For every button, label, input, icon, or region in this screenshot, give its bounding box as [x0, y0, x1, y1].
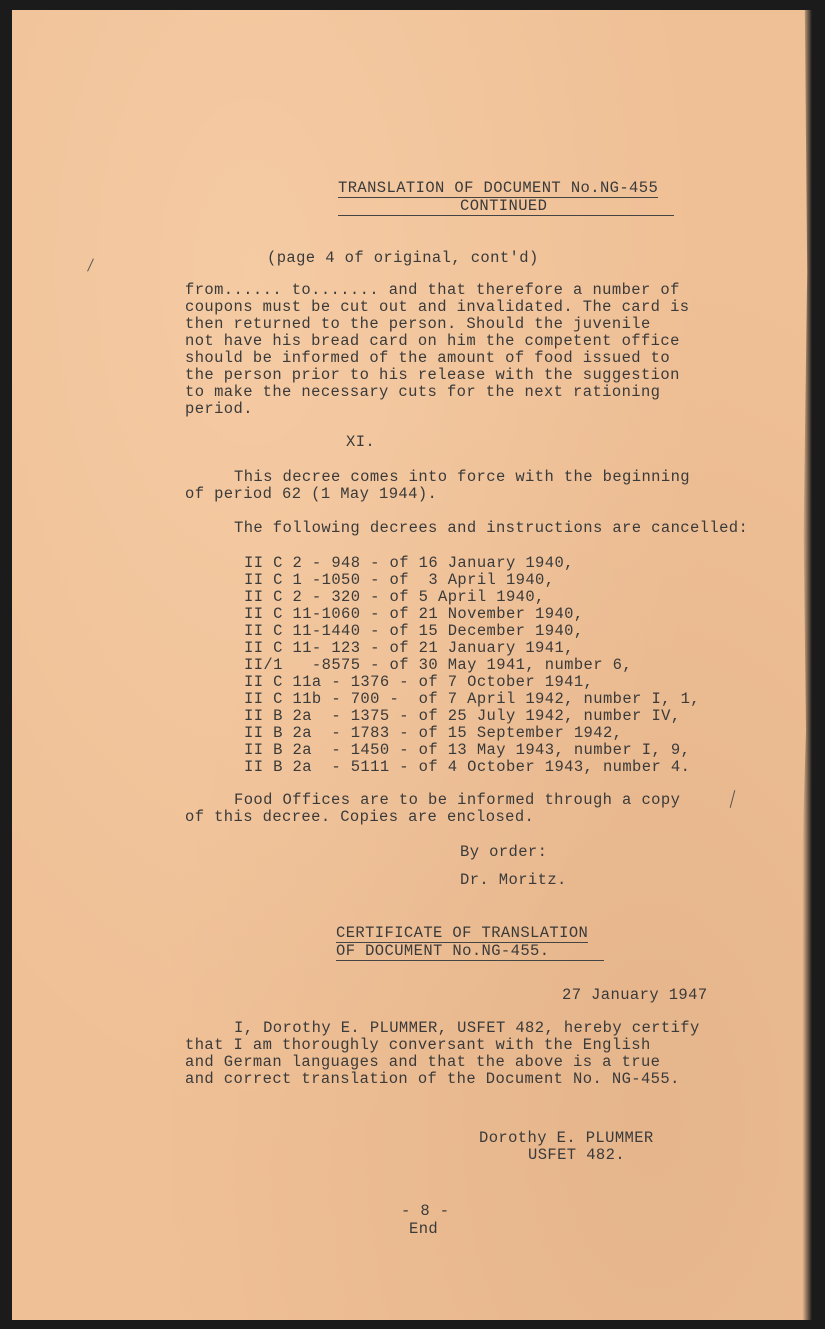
list-item: II B 2a - 5111 - of 4 October 1943, number 4.: [244, 758, 691, 776]
list-item: II/1 -8575 - of 30 May 1941, number 6,: [244, 656, 633, 674]
cancelled-intro: The following decrees and instructions are cancelled:: [234, 519, 749, 537]
document-title: TRANSLATION OF DOCUMENT No.NG-455: [338, 179, 659, 197]
section-number: XI.: [346, 433, 376, 451]
paragraph-line: period.: [185, 400, 253, 418]
list-item: II C 11- 123 - of 21 January 1941,: [244, 639, 574, 657]
torn-edge: [788, 10, 812, 1320]
document-subtitle: CONTINUED: [460, 197, 548, 215]
paragraph-line: should be informed of the amount of food issued to: [185, 349, 671, 367]
page-number: - 8 -: [401, 1202, 450, 1220]
list-item: II C 11a - 1376 - of 7 October 1941,: [244, 673, 594, 691]
by-order: By order:: [460, 843, 548, 861]
paragraph-line: from...... to....... and that therefore a number of: [185, 281, 680, 299]
paragraph-line: the person prior to his release with the suggestion: [185, 366, 680, 384]
signer-unit: USFET 482.: [528, 1146, 626, 1164]
certificate-body-line: I, Dorothy E. PLUMMER, USFET 482, hereby certify: [234, 1019, 700, 1037]
list-item: II C 11-1060 - of 21 November 1940,: [244, 605, 584, 623]
end-label: End: [409, 1220, 439, 1238]
certificate-title-line1: CERTIFICATE OF TRANSLATION: [336, 924, 589, 942]
certificate-body-line: and correct translation of the Document No. NG-455.: [185, 1070, 680, 1088]
decree-line: This decree comes into force with the beginning: [234, 468, 690, 486]
certificate-date: 27 January 1947: [562, 986, 708, 1004]
signer-name: Dorothy E. PLUMMER: [479, 1129, 654, 1147]
decree-line: of period 62 (1 May 1944).: [185, 485, 438, 503]
list-item: II C 11b - 700 - of 7 April 1942, number I, 1,: [244, 690, 700, 708]
paragraph-line: then returned to the person. Should the juvenile: [185, 315, 651, 333]
list-item: II B 2a - 1375 - of 25 July 1942, number IV,: [244, 707, 681, 725]
list-item: II B 2a - 1783 - of 15 September 1942,: [244, 724, 623, 742]
list-item: II C 11-1440 - of 15 December 1940,: [244, 622, 584, 640]
certificate-body-line: that I am thoroughly conversant with the English: [185, 1036, 651, 1054]
document-page: [12, 10, 812, 1320]
food-office-line: of this decree. Copies are enclosed.: [185, 808, 535, 826]
page-note: (page 4 of original, cont'd): [267, 249, 539, 267]
paragraph-line: not have his bread card on him the competent office: [185, 332, 680, 350]
header-rule: [338, 215, 674, 216]
list-item: II C 2 - 320 - of 5 April 1940,: [244, 588, 545, 606]
list-item: II C 1 -1050 - of 3 April 1940,: [244, 571, 555, 589]
signature-name: Dr. Moritz.: [460, 871, 567, 889]
paragraph-line: to make the necessary cuts for the next rationing: [185, 383, 661, 401]
certificate-body-line: and German languages and that the above is a true: [185, 1053, 661, 1071]
certificate-title-line2: OF DOCUMENT No.NG-455.: [336, 942, 550, 960]
stray-mark: [730, 790, 736, 808]
stray-mark: [87, 258, 94, 271]
paragraph-line: coupons must be cut out and invalidated. The card is: [185, 298, 690, 316]
list-item: II C 2 - 948 - of 16 January 1940,: [244, 554, 574, 572]
list-item: II B 2a - 1450 - of 13 May 1943, number I, 9,: [244, 741, 691, 759]
food-office-line: Food Offices are to be informed through a copy: [234, 791, 681, 809]
certificate-rule: [336, 960, 604, 961]
